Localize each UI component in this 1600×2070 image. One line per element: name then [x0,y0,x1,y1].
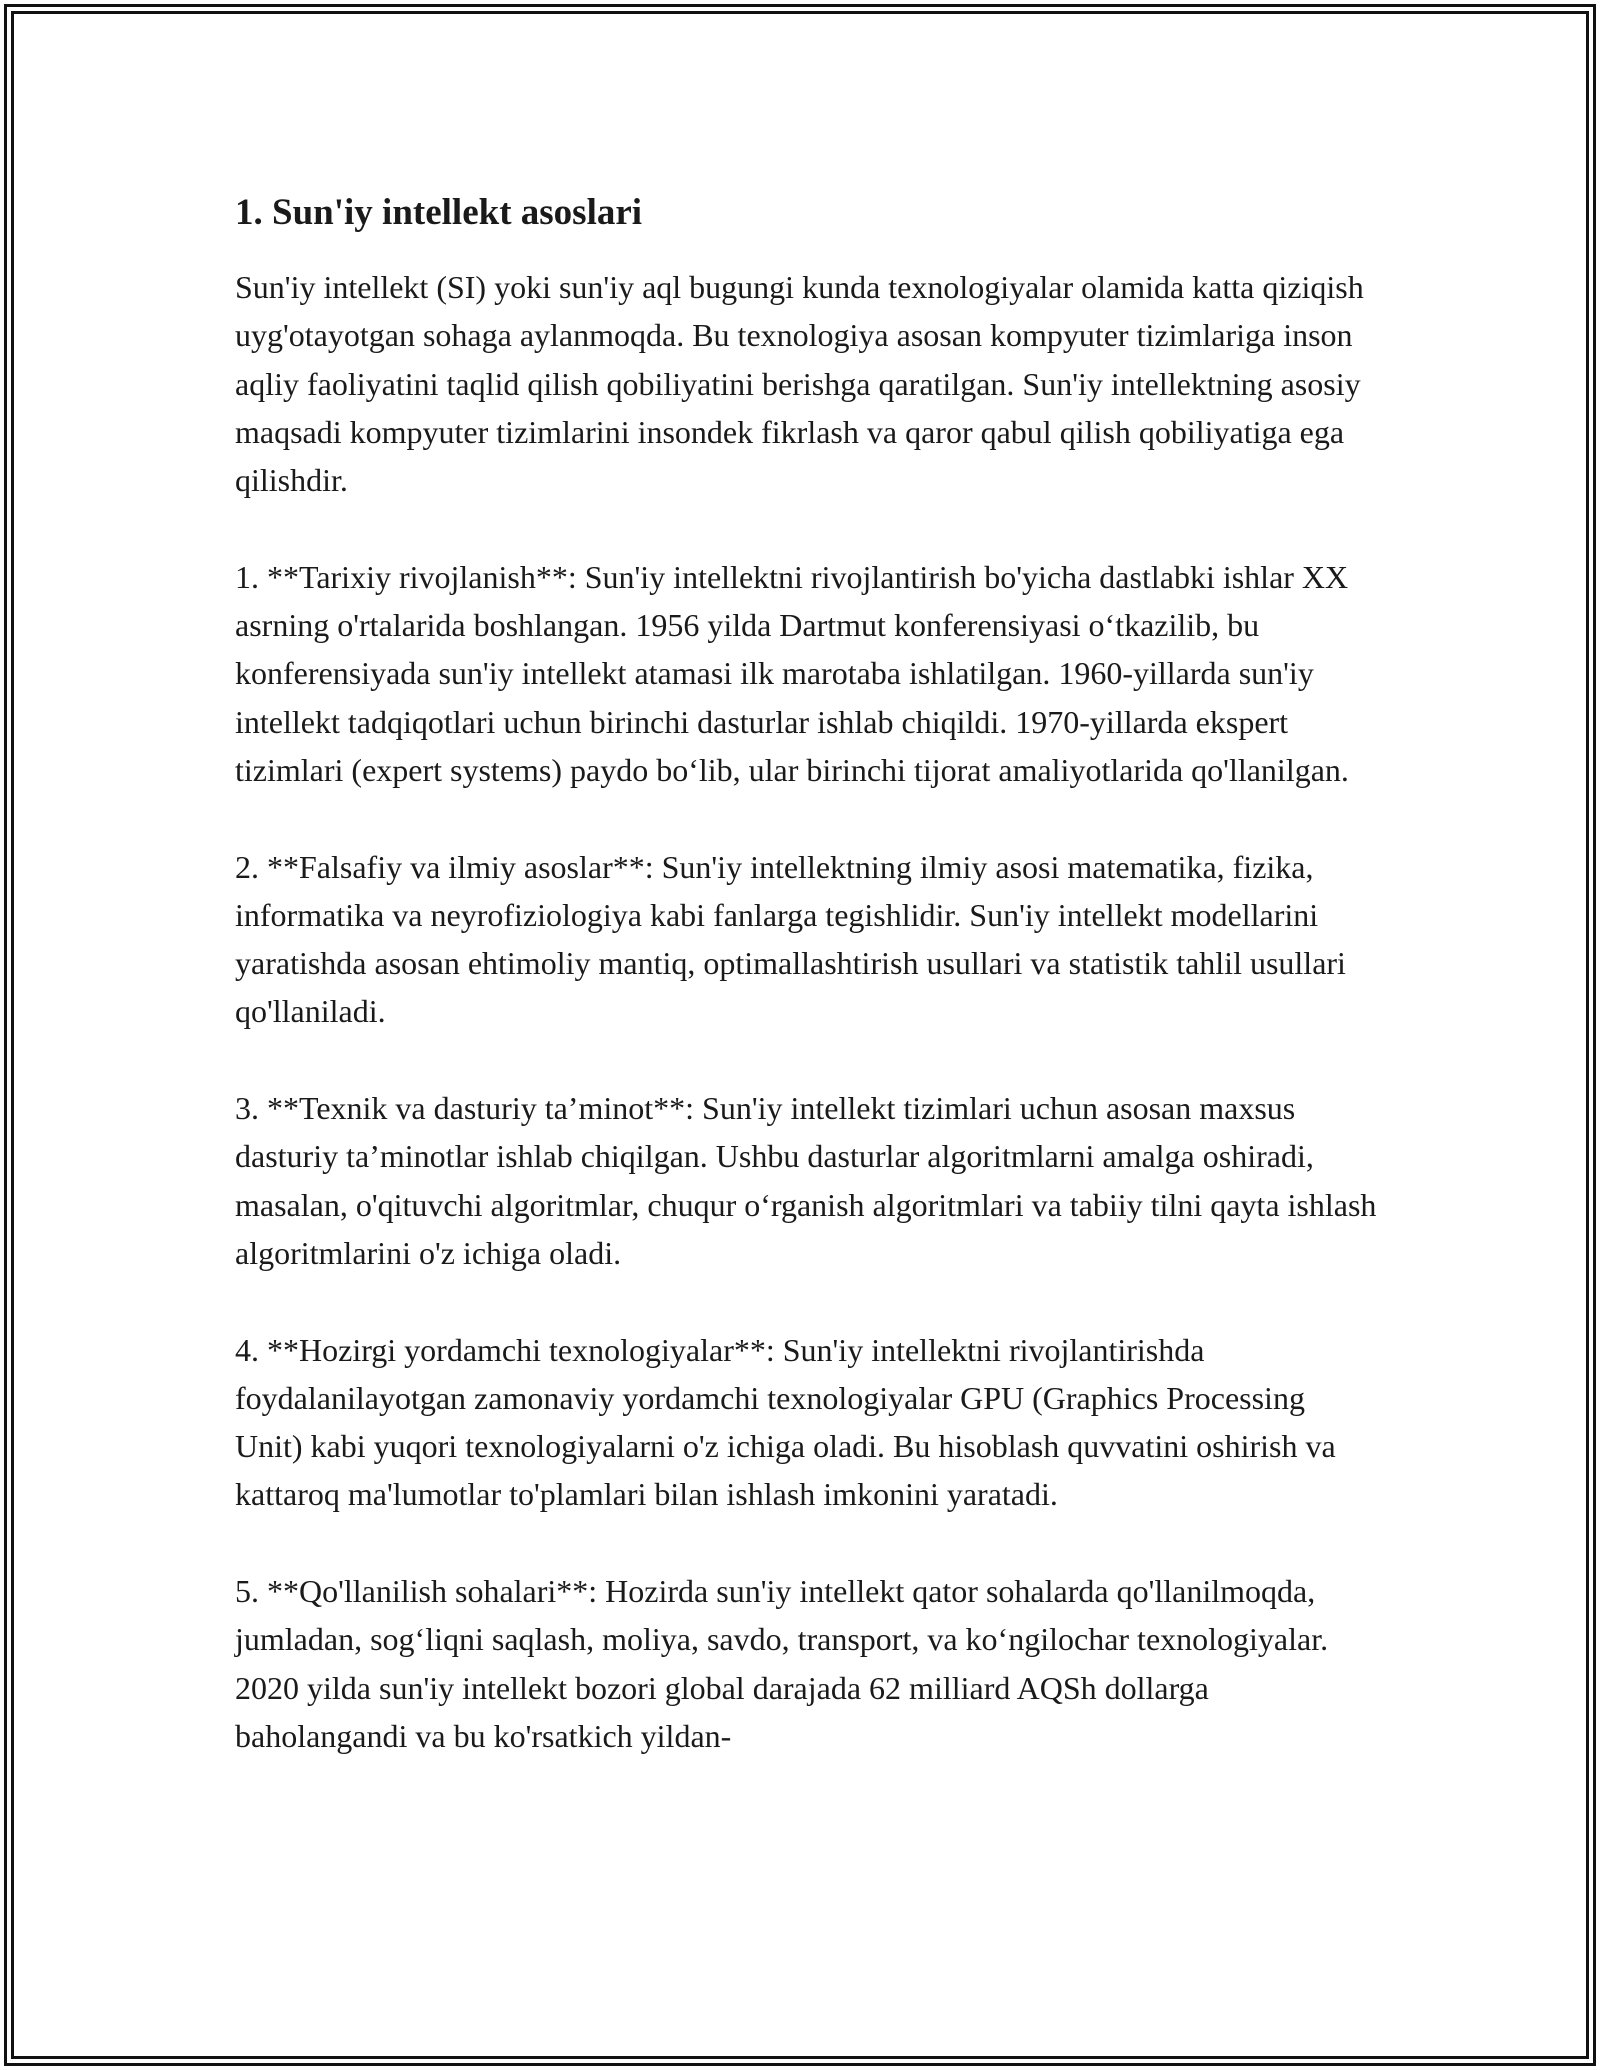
paragraph-philosophical-scientific-basis: 2. **Falsafiy va ilmiy asoslar**: Sun'iy intellektning ilmiy asosi matematika, fizika, informatika va neyrofiziologiya kabi fanlarga tegishlidir. Sun'iy intellekt modellarini yaratishda asosan ehtimoliy mantiq, optimallashtirish usullari va statistik tahlil usullari qo'llaniladi. [235,848,1346,1030]
document-body [235,190,1380,1809]
paragraph-intro: Sun'iy intellekt (SI) yoki sun'iy aql bugungi kunda texnologiyalar olamida katta qiziqish uyg'otayotgan sohaga aylanmoqda. Bu texnologiya asosan kompyuter tizimlariga inson aqliy faoliyatini taqlid qilish qobiliyatini berishga qaratilgan. Sun'iy intellektning asosiy maqsadi kompyuter tizimlarini insondek fikrlash va qaror qabul qilish qobiliyatiga ega qilishdir. [235,269,1364,499]
paragraph-historical-development: 1. **Tarixiy rivojlanish**: Sun'iy intellektni rivojlantirish bo'yicha dastlabki ishlar XX asrning o'rtalarida boshlangan. 1956 yilda Dartmut konferensiyasi o‘tkazilib, bu konferensiyada sun'iy intellekt atamasi ilk marotaba ishlatilgan. 1960-yillarda sun'iy intellekt tadqiqotlari uchun birinchi dasturlar ishlab chiqildi. 1970-yillarda ekspert tizimlari (expert systems) paydo bo‘lib, ular birinchi tijorat amaliyotlarida qo'llanilgan. [235,558,1349,788]
paragraph-application-areas: 5. **Qo'llanilish sohalari**: Hozirda sun'iy intellekt qator sohalarda qo'llanilmoqda, jumladan, sog‘liqni saqlash, moliya, savdo, transport, va ko‘ngilochar texnologiyalar. 2020 yilda sun'iy intellekt bozori global darajada 62 milliard AQSh dollarga baholangandi va bu ko'rsatkich yildan- [235,1573,1329,1754]
document-title: 1. Sun'iy intellekt asoslari [235,192,643,233]
paragraph-supporting-technologies: 4. **Hozirgi yordamchi texnologiyalar**: Sun'iy intellektni rivojlantirishda foydalanilayotgan zamonaviy yordamchi texnologiyalar GPU (Graphics Processing Unit) kabi yuqori texnologiyalarni o'z ichiga oladi. Bu hisoblash quvvatini oshirish va kattaroq ma'lumotlar to'plamlari bilan ishlash imkonini yaratadi. [235,1331,1336,1513]
paragraph-technical-software: 3. **Texnik va dasturiy ta’minot**: Sun'iy intellekt tizimlari uchun asosan maxsus dasturiy ta’minotlar ishlab chiqilgan. Ushbu dasturlar algoritmlarni amalga oshiradi, masalan, o'qituvchi algoritmlar, chuqur o‘rganish algoritmlari va tabiiy tilni qayta ishlash algoritmlarini o'z ichiga oladi. [235,1090,1377,1271]
